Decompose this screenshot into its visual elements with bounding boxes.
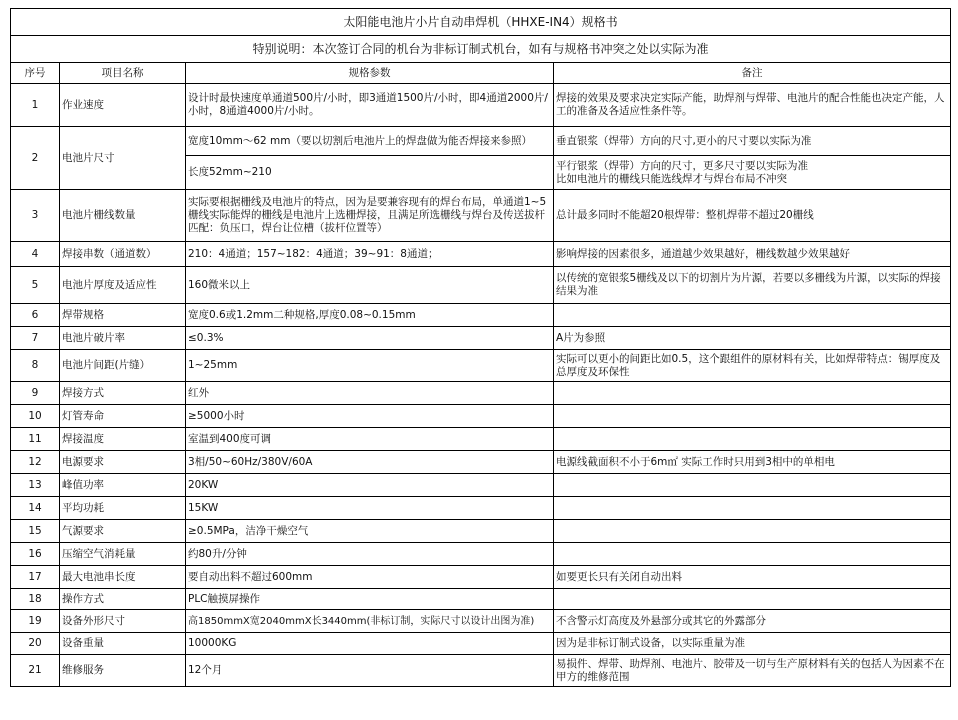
item-name: 电池片栅线数量 — [60, 190, 186, 242]
table-row — [11, 304, 951, 327]
row-number: 21 — [11, 655, 60, 687]
item-spec: 实际要根据栅线及电池片的特点，因为是要兼容现有的焊台布局，单通道1~5栅线实际能焊的栅线是电池片上选栅焊接，且满足所选栅线与焊台及传送拔杆匹配：负压口，焊台让位槽（拔杆位置等） — [186, 190, 554, 242]
item-remark: 不含警示灯高度及外悬部分或其它的外露部分 — [554, 610, 951, 633]
item-name: 气源要求 — [60, 520, 186, 543]
item-remark: 焊接的效果及要求决定实际产能，助焊剂与焊带、电池片的配合性能也决定产能，人工的准备及各适应性条件等。 — [554, 84, 951, 127]
row-number: 5 — [11, 267, 60, 304]
item-spec: ≥5000小时 — [186, 405, 554, 428]
table-row — [11, 405, 951, 428]
item-remark — [554, 543, 951, 566]
item-spec: 设计时最快速度单通道500片/小时，即3通道1500片/小时，即4通道2000片/小时，8通道4000片/小时。 — [186, 84, 554, 127]
row-number: 2 — [11, 127, 60, 190]
item-remark: 垂直银浆（焊带）方向的尺寸,更小的尺寸要以实际为准 — [554, 127, 951, 156]
item-name: 电池片尺寸 — [60, 127, 186, 190]
header-row — [11, 63, 951, 84]
table-row — [11, 497, 951, 520]
row-number: 9 — [11, 382, 60, 405]
item-spec: 约80升/分钟 — [186, 543, 554, 566]
item-name: 焊接温度 — [60, 428, 186, 451]
title-row — [11, 9, 951, 36]
table-row — [11, 520, 951, 543]
row-number: 18 — [11, 589, 60, 610]
item-remark: 影响焊接的因素很多，通道越少效果越好，栅线数越少效果越好 — [554, 242, 951, 267]
item-remark — [554, 589, 951, 610]
item-name: 灯管寿命 — [60, 405, 186, 428]
item-name: 电池片破片率 — [60, 327, 186, 350]
header-remark: 备注 — [554, 63, 951, 84]
spec-sheet — [10, 8, 950, 687]
item-spec: 长度52mm~210 — [186, 156, 554, 190]
item-name: 操作方式 — [60, 589, 186, 610]
table-row — [11, 327, 951, 350]
item-spec: 宽度0.6或1.2mm二种规格,厚度0.08~0.15mm — [186, 304, 554, 327]
row-number: 13 — [11, 474, 60, 497]
item-spec: 要自动出料不超过600mm — [186, 566, 554, 589]
row-number: 8 — [11, 350, 60, 382]
item-name: 压缩空气消耗量 — [60, 543, 186, 566]
table-row — [11, 267, 951, 304]
table-row — [11, 633, 951, 655]
row-number: 14 — [11, 497, 60, 520]
table-row — [11, 566, 951, 589]
item-name: 平均功耗 — [60, 497, 186, 520]
row-number: 20 — [11, 633, 60, 655]
document-title: 太阳能电池片小片自动串焊机（HHXE-IN4）规格书 — [11, 9, 951, 36]
item-spec: 1~25mm — [186, 350, 554, 382]
item-remark: 以传统的宽银浆5栅线及以下的切割片为片源，若要以多栅线为片源，以实际的焊接结果为准 — [554, 267, 951, 304]
row-number: 11 — [11, 428, 60, 451]
row-number: 16 — [11, 543, 60, 566]
item-spec: ≥0.5MPa，洁净干燥空气 — [186, 520, 554, 543]
item-spec: 160微米以上 — [186, 267, 554, 304]
item-remark — [554, 497, 951, 520]
item-spec: 10000KG — [186, 633, 554, 655]
item-spec: 12个月 — [186, 655, 554, 687]
row-number: 4 — [11, 242, 60, 267]
table-row — [11, 610, 951, 633]
item-name: 维修服务 — [60, 655, 186, 687]
table-row — [11, 655, 951, 687]
table-row — [11, 84, 951, 127]
item-remark: 电源线截面积不小于6m㎡ 实际工作时只用到3相中的单相电 — [554, 451, 951, 474]
item-spec: 15KW — [186, 497, 554, 520]
item-remark: 总计最多同时不能超20根焊带：整机焊带不超过20栅线 — [554, 190, 951, 242]
item-remark: 实际可以更小的间距比如0.5，这个跟组件的原材料有关，比如焊带特点：锡厚度及总厚度及环保性 — [554, 350, 951, 382]
table-row — [11, 451, 951, 474]
item-remark: 因为是非标订制式设备，以实际重量为准 — [554, 633, 951, 655]
header-name: 项目名称 — [60, 63, 186, 84]
item-remark: 易损件、焊带、助焊剂、电池片、胶带及一切与生产原材料有关的包括人为因素不在甲方的维修范围 — [554, 655, 951, 687]
header-no: 序号 — [11, 63, 60, 84]
item-name: 电池片厚度及适应性 — [60, 267, 186, 304]
item-name: 焊接串数（通道数） — [60, 242, 186, 267]
item-name: 设备重量 — [60, 633, 186, 655]
row-number: 12 — [11, 451, 60, 474]
row-number: 19 — [11, 610, 60, 633]
item-remark — [554, 520, 951, 543]
item-spec: 红外 — [186, 382, 554, 405]
item-spec: 3相/50~60Hz/380V/60A — [186, 451, 554, 474]
table-row — [11, 428, 951, 451]
table-row — [11, 382, 951, 405]
special-note: 特别说明：本次签订合同的机台为非标订制式机台，如有与规格书冲突之处以实际为准 — [11, 36, 951, 63]
item-remark — [554, 428, 951, 451]
item-remark — [554, 304, 951, 327]
row-number: 3 — [11, 190, 60, 242]
item-name: 焊带规格 — [60, 304, 186, 327]
item-remark — [554, 405, 951, 428]
spec-table — [10, 8, 951, 687]
row-number: 7 — [11, 327, 60, 350]
note-row — [11, 36, 951, 63]
table-row — [11, 543, 951, 566]
table-row — [11, 350, 951, 382]
item-remark — [554, 382, 951, 405]
row-number: 15 — [11, 520, 60, 543]
item-spec: 20KW — [186, 474, 554, 497]
item-name: 最大电池串长度 — [60, 566, 186, 589]
item-name: 设备外形尺寸 — [60, 610, 186, 633]
item-name: 电池片间距(片缝） — [60, 350, 186, 382]
table-row — [11, 190, 951, 242]
item-spec: 宽度10mm～62 mm（要以切割后电池片上的焊盘做为能否焊接来参照） — [186, 127, 554, 156]
item-remark: 平行银浆（焊带）方向的尺寸，更多尺寸要以实际为准 比如电池片的栅线只能选线焊才与焊台布局不冲突 — [554, 156, 951, 190]
table-row — [11, 127, 951, 156]
header-spec: 规格参数 — [186, 63, 554, 84]
item-spec: 210：4通道；157~182：4通道；39~91：8通道； — [186, 242, 554, 267]
item-spec: 室温到400度可调 — [186, 428, 554, 451]
row-number: 10 — [11, 405, 60, 428]
item-spec: ≤0.3% — [186, 327, 554, 350]
item-remark — [554, 474, 951, 497]
item-name: 焊接方式 — [60, 382, 186, 405]
table-row — [11, 589, 951, 610]
item-spec: PLC触摸屏操作 — [186, 589, 554, 610]
item-name: 电源要求 — [60, 451, 186, 474]
item-remark: 如要更长只有关闭自动出料 — [554, 566, 951, 589]
item-name: 作业速度 — [60, 84, 186, 127]
row-number: 1 — [11, 84, 60, 127]
row-number: 6 — [11, 304, 60, 327]
row-number: 17 — [11, 566, 60, 589]
item-spec: 高1850mmX宽2040mmX长3440mm(非标订制，实际尺寸以设计出图为准) — [186, 610, 554, 633]
item-name: 峰值功率 — [60, 474, 186, 497]
item-remark: A片为参照 — [554, 327, 951, 350]
table-row — [11, 474, 951, 497]
table-row — [11, 242, 951, 267]
